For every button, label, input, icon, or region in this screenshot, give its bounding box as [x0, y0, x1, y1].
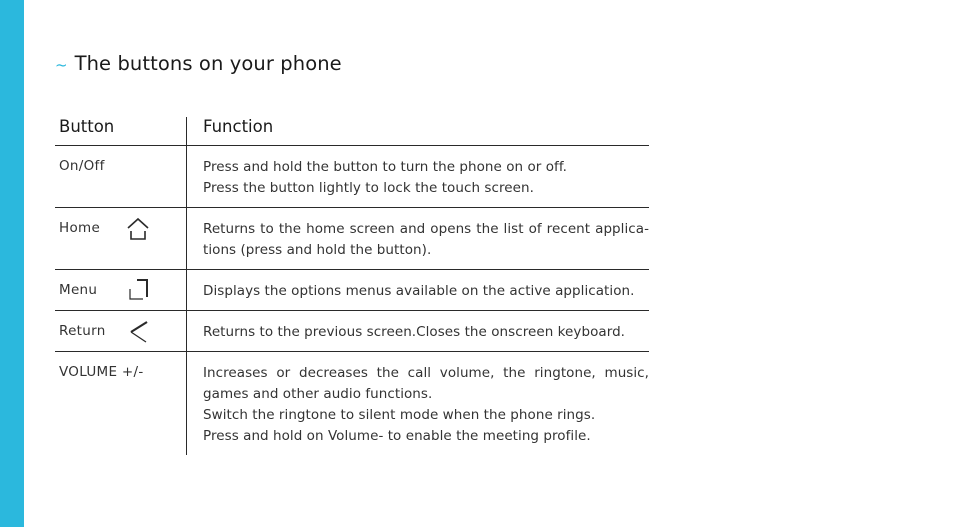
button-cell: [55, 311, 187, 351]
return-icon: [127, 320, 151, 344]
title-text: The buttons on your phone: [74, 52, 342, 75]
menu-icon: [126, 279, 150, 301]
function-line: Press and hold on Volume- to enable the meeting profile.: [203, 428, 591, 444]
home-icon: [125, 217, 151, 241]
table-row: [55, 270, 649, 311]
button-cell: [55, 146, 187, 207]
table-row: [55, 311, 649, 352]
function-line: Displays the options menus available on the active application.: [203, 283, 635, 299]
button-name-home: Home: [59, 220, 101, 236]
buttons-table: [55, 117, 649, 455]
section-title: [55, 52, 342, 80]
function-line: Switch the ringtone to silent mode when the phone rings.: [203, 407, 596, 423]
function-line: Press and hold the button to turn the phone on or off.: [203, 159, 568, 175]
function-cell: [203, 311, 649, 351]
function-line: Increases or decreases the call volume, the ringtone, music,: [203, 365, 649, 381]
function-cell: [203, 208, 649, 269]
button-cell: [55, 270, 187, 310]
header-function-label: Function: [203, 117, 274, 136]
table-row: [55, 352, 649, 455]
button-cell: [55, 208, 187, 269]
button-name-return: Return: [59, 323, 106, 339]
function-line: Press the button lightly to lock the touch screen.: [203, 180, 534, 196]
function-line: Returns to the home screen and opens the list of recent applica-: [203, 221, 649, 237]
function-cell: [203, 146, 649, 207]
function-line: games and other audio functions.: [203, 386, 433, 402]
function-line: Returns to the previous screen.Closes the onscreen keyboard.: [203, 324, 626, 340]
table-header-row: [55, 117, 649, 146]
title-marker: ~: [55, 56, 68, 74]
button-name-on-off: On/Off: [59, 158, 105, 174]
side-accent-bar: [0, 0, 24, 527]
table-row: [55, 146, 649, 208]
button-name-volume: VOLUME +/-: [59, 364, 144, 380]
table-row: [55, 208, 649, 270]
function-line: tions (press and hold the button).: [203, 242, 432, 258]
function-cell: [203, 270, 649, 310]
button-name-menu: Menu: [59, 282, 98, 298]
button-cell: [55, 352, 187, 455]
header-button-cell: [55, 117, 187, 145]
header-button-label: Button: [59, 117, 115, 136]
function-cell: [203, 352, 649, 455]
